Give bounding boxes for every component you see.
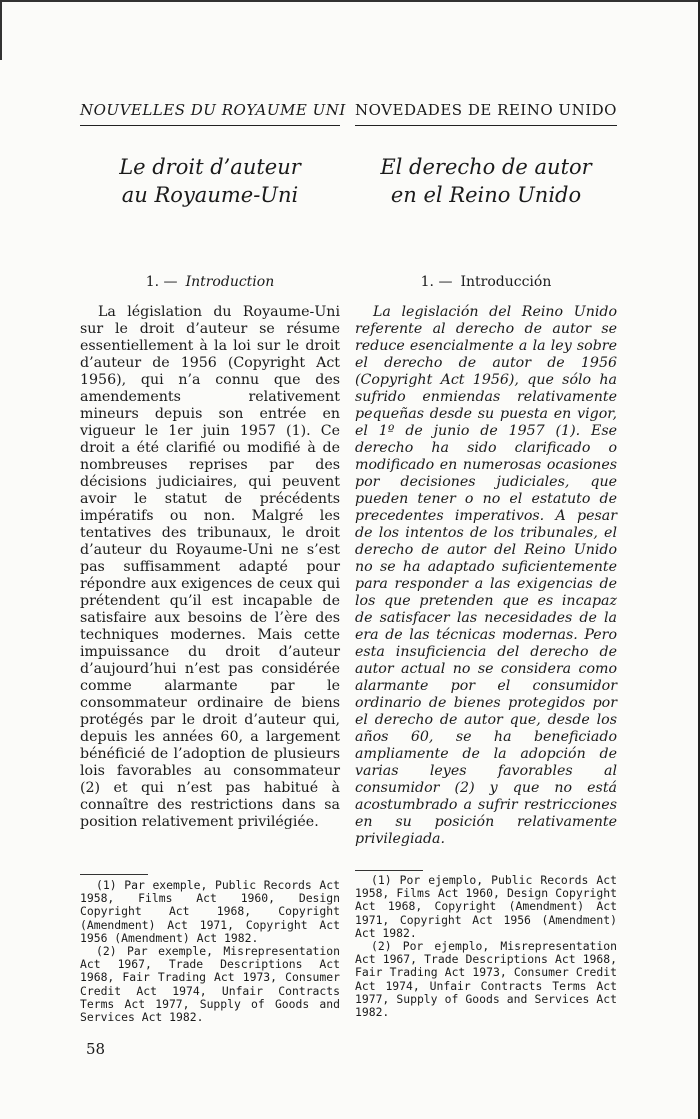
section-heading-french — [80, 274, 340, 290]
footnote-rule-french — [80, 874, 148, 875]
scan-edge-left — [0, 0, 2, 60]
scan-edge-top — [0, 0, 700, 2]
paragraph-french: La législation du Royaume-Uni sur le droit d’auteur se résume essentiellement à la loi sur le droit d’auteur de 1956 (Copyright Act 1956), qui n’a connu que des amendements relativement mineurs depuis son entrée en vigueur le 1er juin 1957 (1). Ce droit a été clarifié ou modifié à de nombreuses reprises par des décisions judiciaires, qui peuvent avoir le statut de précédents impératifs ou non. Malgré les tentatives des tribunaux, le droit d’auteur du Royaume-Uni ne s’est pas suffisamment adapté pour répondre aux exigences de ceux qui prétendent qu’il est incapable de satisfaire aux besoins de l’ère des techniques modernes. Mais cette impuissance du droit d’auteur d’aujourd’hui n’est pas considérée comme alarmante par le consommateur ordinaire de biens protégés par le droit d’auteur qui, depuis les années 60, a largement bénéficié de l’adoption de plusieurs lois favorables au consommateur (2) et qui n’est pas habitué à connaître des restrictions dans sa position relativement privilégiée. — [80, 304, 340, 830]
title-french-line1: Le droit d’auteur — [119, 155, 301, 179]
article-title-spanish — [355, 153, 617, 209]
paragraph-spanish: La legislación del Reino Unido referente al derecho de autor se reduce esencialmente a la ley sobre el derecho de autor de 1956 (Copyright Act 1956), que sólo ha sufrido enmiendas relativamente pequeñas desde su puesta en vigor, el 1º de junio de 1957 (1). Ese derecho ha sido clarificado o modificado en numerosas ocasiones por decisiones judiciales, que pueden tener o no el estatuto de precedentes imperativos. A pesar de los intentos de los tribunales, el derecho de autor del Reino Unido no se ha adaptado suficientemente para responder a las exigencias de los que pretenden que es incapaz de satisfacer las necesidades de la era de las técnicas modernas. Pero esta insuficiencia del derecho de autor actual no se considera como alarmante por el consumidor ordinario de bienes protegidos por el derecho de autor que, desde los años 60, se ha beneficiado ampliamente de la adopción de varias leyes favorables al consumidor (2) y que no está acostumbrado a sufrir restricciones en su posición relativamente privilegiada. — [355, 304, 617, 847]
footnote-rule-spanish — [355, 870, 423, 871]
section-label-french: Introduction — [185, 274, 275, 290]
footnote-french-1: (1) Par exemple, Public Records Act 1958, Films Act 1960, Design Copyright Act 1968, Copyright (Amendment) Act 1971, Copyright Act 1956 (Amendment) Act 1982. — [80, 878, 340, 945]
footnotes-french — [80, 879, 340, 1024]
running-header-spanish: NOVEDADES DE REINO UNIDO — [355, 101, 617, 126]
section-number-spanish: 1. — — [420, 274, 453, 290]
running-header-french: NOUVELLES DU ROYAUME UNI — [80, 101, 340, 126]
article-title-french — [80, 153, 340, 209]
footnote-french-2: (2) Par exemple, Misrepresentation Act 1967, Trade Descriptions Act 1968, Fair Trading Act 1973, Consumer Credit Act 1974, Unfair Contracts Terms Act 1977, Supply of Goods and Services Act 1982. — [80, 944, 340, 1025]
footnote-spanish-1: (1) Por ejemplo, Public Records Act 1958, Films Act 1960, Design Copyright Act 1968, Copyright (Amendment) Act 1971, Copyright Act 1956 (Amendment) Act 1982. — [355, 873, 617, 940]
title-spanish-line2: en el Reino Unido — [390, 183, 582, 207]
section-heading-spanish — [355, 274, 617, 290]
section-label-spanish: Introducción — [460, 274, 552, 290]
page-number: 58 — [86, 1040, 106, 1058]
footnote-spanish-2: (2) Por ejemplo, Misrepresentation Act 1967, Trade Descriptions Act 1968, Fair Trading Act 1973, Consumer Credit Act 1974, Unfair Contracts Terms Act 1977, Supply of Goods and Services Act 1982. — [355, 939, 617, 1020]
section-number-french: 1. — — [145, 274, 178, 290]
body-spanish — [355, 304, 617, 848]
footnotes-spanish — [355, 874, 617, 1019]
title-french-line2: au Royaume-Uni — [121, 183, 299, 207]
body-french — [80, 304, 340, 831]
title-spanish-line1: El derecho de autor — [380, 155, 592, 179]
